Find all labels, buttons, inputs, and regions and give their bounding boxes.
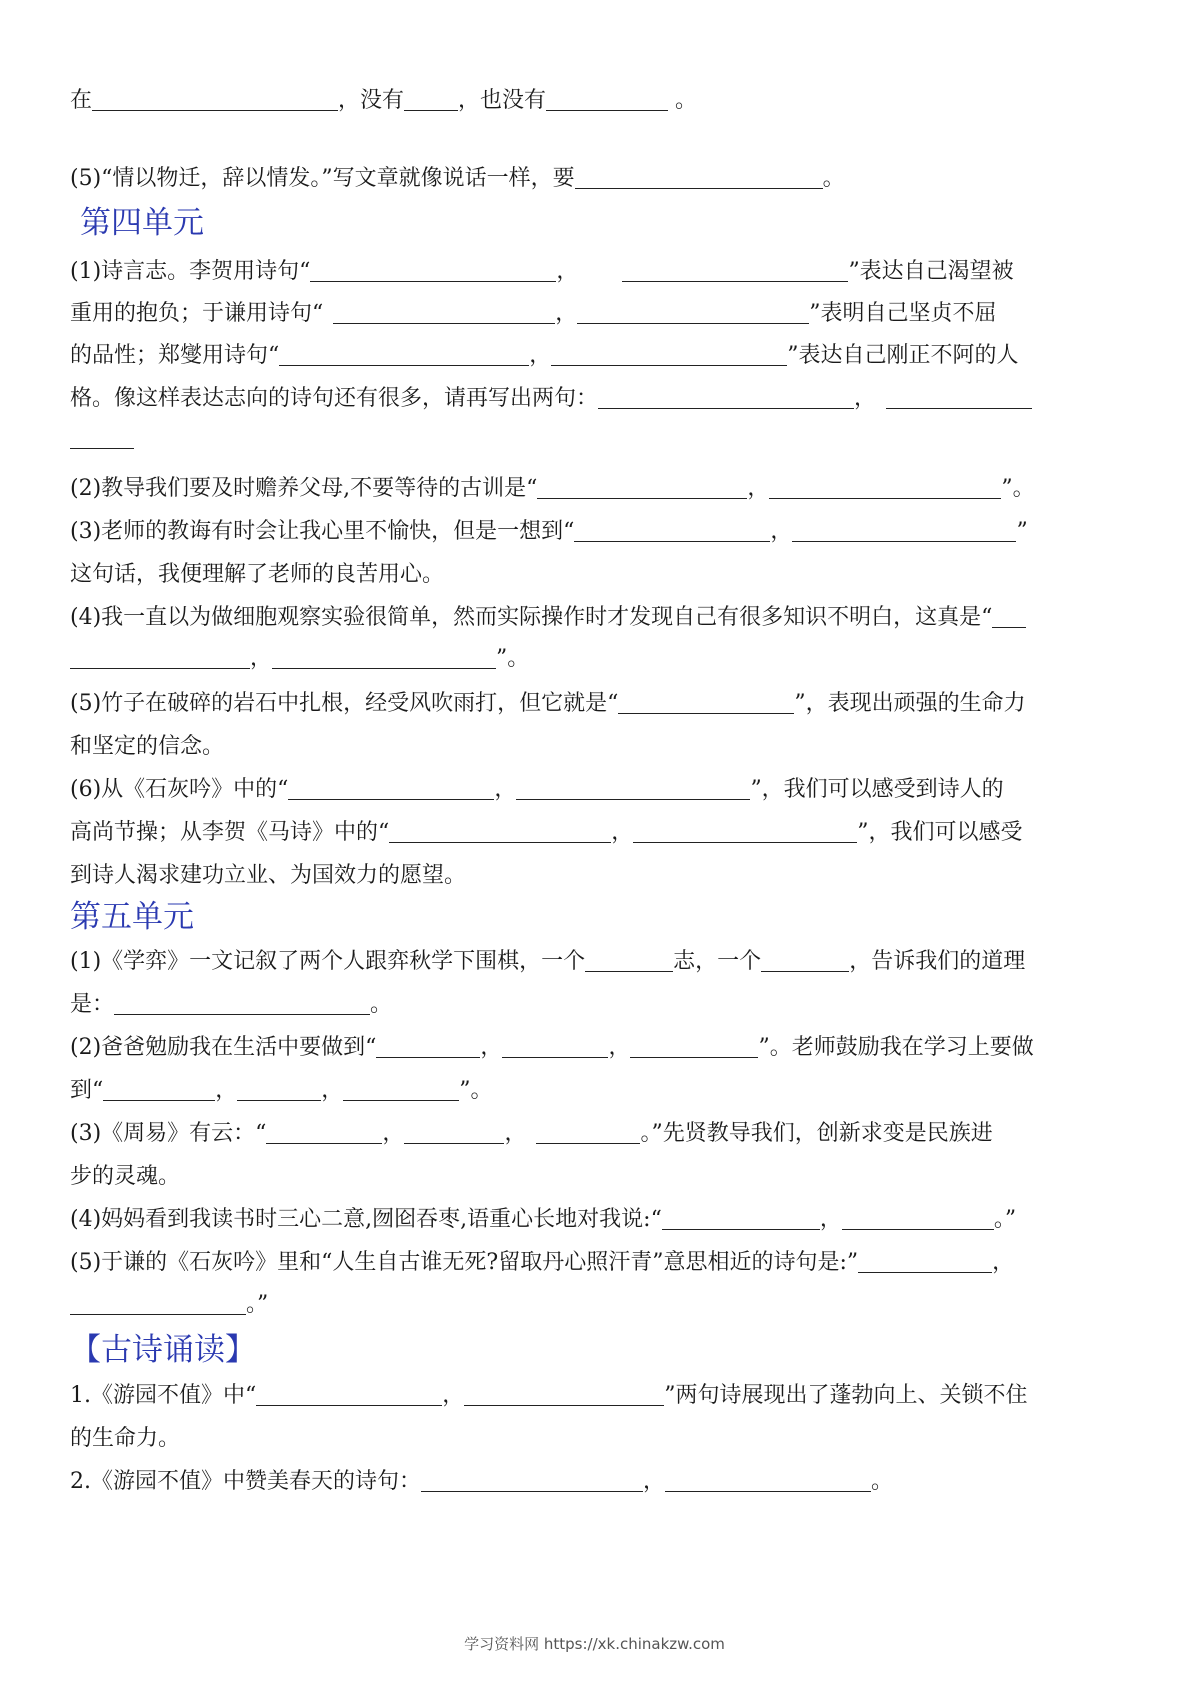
text-line: (6)从《石灰吟》中的“ ， ”，我们可以感受到诗人的 (70, 777, 1004, 802)
text-line: (2)爸爸勉励我在生活中要做到“ ， ， ”。老师鼓励我在学习上要做 (70, 1035, 1034, 1060)
answer-blank[interactable] (333, 301, 555, 324)
section-heading-unit5: 第五单元 (70, 899, 194, 935)
answer-blank[interactable] (272, 646, 496, 669)
answer-blank[interactable] (633, 820, 857, 843)
text-line: (2)教导我们要及时赡养父母,不要等待的古训是“ ， ”。 (70, 476, 1035, 501)
text-line: (5)于谦的《石灰吟》里和“人生自古谁无死?留取丹心照汗青”意思相近的诗句是:” ， (70, 1250, 1015, 1275)
answer-blank[interactable] (536, 1121, 640, 1144)
answer-blank[interactable] (842, 1207, 994, 1230)
text-line: 的生命力。 (70, 1426, 181, 1451)
answer-blank[interactable] (665, 1469, 871, 1492)
answer-blank[interactable] (858, 1250, 992, 1273)
answer-blank[interactable] (376, 1035, 480, 1058)
text-line: (3)老师的教诲有时会让我心里不愉快，但是一想到“ ， ” (70, 519, 1028, 544)
answer-blank[interactable] (630, 1035, 758, 1058)
text-line: 1.《游园不值》中“ ， ”两句诗展现出了蓬勃向上、关锁不住 (70, 1383, 1028, 1408)
text-line: 2.《游园不值》中赞美春天的诗句： ， 。 (70, 1469, 894, 1494)
text-line: 是： 。 (70, 992, 393, 1017)
answer-blank[interactable] (237, 1078, 321, 1101)
text-line: 到“ ， ， ”。 (70, 1078, 493, 1103)
answer-blank[interactable] (464, 1383, 664, 1406)
answer-blank[interactable] (114, 992, 370, 1015)
text-line (70, 424, 134, 454)
answer-blank[interactable] (537, 476, 747, 499)
section-heading-unit4: 第四单元 (80, 205, 204, 241)
answer-blank[interactable] (92, 88, 338, 111)
answer-blank[interactable] (761, 949, 849, 972)
answer-blank[interactable] (343, 1078, 459, 1101)
answer-blank[interactable] (288, 777, 494, 800)
text-line: 。” (70, 1290, 268, 1320)
text-line: 在 ，没有 ，也没有 。 (70, 88, 698, 113)
answer-blank[interactable] (577, 301, 809, 324)
answer-blank[interactable] (574, 519, 770, 542)
answer-blank[interactable] (502, 1035, 608, 1058)
text-line: 和坚定的信念。 (70, 734, 225, 759)
answer-blank[interactable] (404, 1121, 504, 1144)
text-line: 到诗人渴求建功立业、为国效力的愿望。 (70, 863, 467, 888)
text-line: 高尚节操；从李贺《马诗》中的“ ， ”，我们可以感受 (70, 820, 1023, 845)
answer-blank[interactable] (516, 777, 750, 800)
answer-blank[interactable] (792, 519, 1016, 542)
answer-blank[interactable] (769, 476, 1001, 499)
text-line: (5)竹子在破碎的岩石中扎根，经受风吹雨打，但它就是“ ”，表现出顽强的生命力 (70, 691, 1026, 716)
answer-blank[interactable] (421, 1469, 643, 1492)
text-line: 的品性；郑燮用诗句“ ， ”表达自己刚正不阿的人 (70, 343, 1019, 368)
answer-blank[interactable] (992, 605, 1026, 628)
text-line: (5)“情以物迁，辞以情发。”写文章就像说话一样，要 。 (70, 166, 845, 191)
answer-blank[interactable] (546, 88, 668, 111)
page-footer: 学习资料网 https://xk.chinakzw.com (464, 1635, 725, 1653)
answer-blank[interactable] (575, 166, 823, 189)
answer-blank[interactable] (279, 343, 529, 366)
text-line: 步的灵魂。 (70, 1164, 181, 1189)
answer-blank[interactable] (266, 1121, 382, 1144)
answer-blank[interactable] (70, 646, 250, 669)
answer-blank[interactable] (70, 426, 134, 449)
answer-blank[interactable] (598, 386, 854, 409)
answer-blank[interactable] (886, 386, 1032, 409)
text-line: (1)诗言志。李贺用诗句“ ， ”表达自己渴望被 (70, 259, 1014, 284)
text-line: 这句话，我便理解了老师的良苦用心。 (70, 562, 445, 587)
answer-blank[interactable] (404, 88, 458, 111)
answer-blank[interactable] (551, 343, 787, 366)
answer-blank[interactable] (585, 949, 673, 972)
answer-blank[interactable] (70, 1292, 246, 1315)
text-line: (4)妈妈看到我读书时三心二意,囫囵吞枣,语重心长地对我说:“ ， 。” (70, 1207, 1017, 1232)
answer-blank[interactable] (389, 820, 611, 843)
answer-blank[interactable] (256, 1383, 442, 1406)
answer-blank[interactable] (618, 691, 794, 714)
answer-blank[interactable] (310, 259, 556, 282)
answer-blank[interactable] (662, 1207, 820, 1230)
text-line: 重用的抱负；于谦用诗句“ ， ”表明自己坚贞不屈 (70, 301, 997, 326)
text-line: ， ”。 (70, 644, 529, 674)
answer-blank[interactable] (622, 259, 848, 282)
text-line: (4)我一直以为做细胞观察实验很简单，然而实际操作时才发现自己有很多知识不明白，这真是“ (70, 603, 1026, 633)
text-line: (3)《周易》有云：“ ， ， 。”先贤教导我们，创新求变是民族进 (70, 1121, 993, 1146)
text-line: (1)《学弈》一文记叙了两个人跟弈秋学下围棋，一个 志，一个 ，告诉我们的道理 (70, 949, 1026, 974)
section-heading-poems: 【古诗诵读】 (70, 1332, 256, 1368)
text-line: 格。像这样表达志向的诗句还有很多，请再写出两句： ， (70, 384, 1032, 414)
answer-blank[interactable] (103, 1078, 215, 1101)
